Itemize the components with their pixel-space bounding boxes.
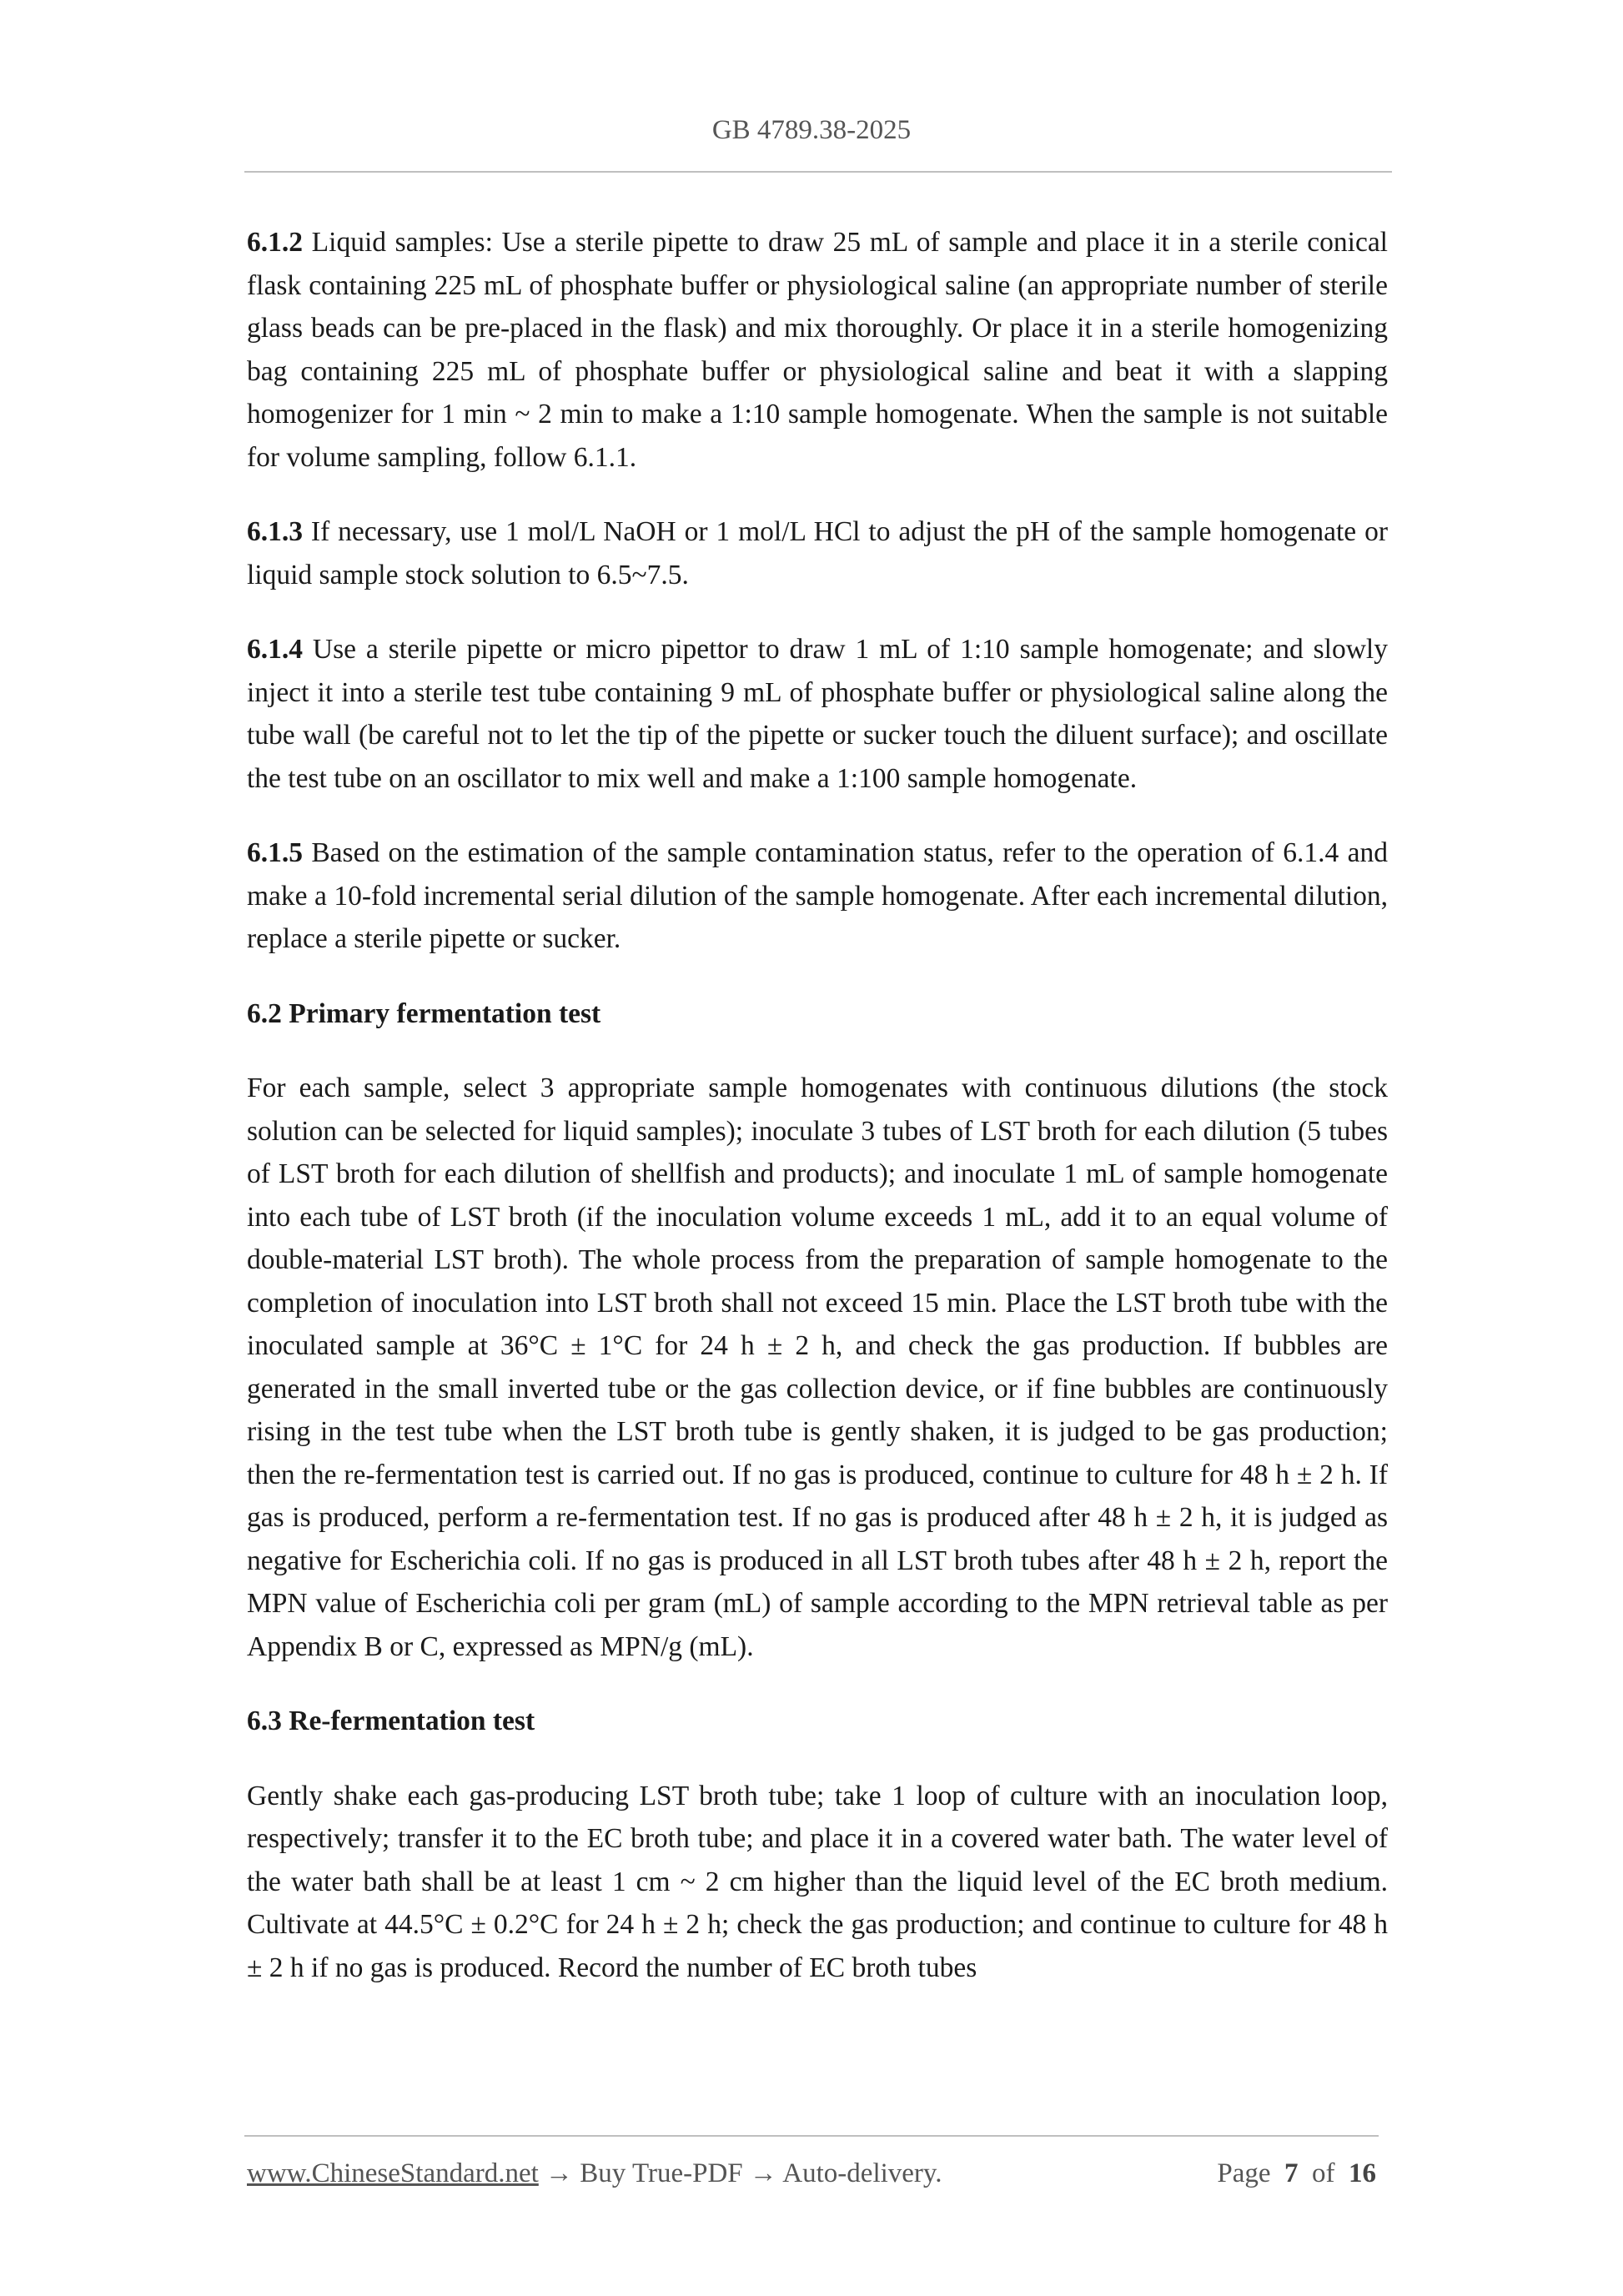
page-indicator <box>1217 2158 1376 2189</box>
footer-tagline: → Buy True-PDF → Auto-delivery. <box>538 2158 942 2188</box>
total-page-number: 16 <box>1349 2158 1376 2188</box>
paragraph-6-1-3 <box>247 510 1388 596</box>
paragraph-6-2: For each sample, select 3 appropriate sample homogenates with continuous dilutions (the stock solution can be selected for liquid samples); inoculate 3 tubes of LST broth for each dilution (5 tubes of LST broth for each dilution of shellfish and products); and inoculate 1 mL of sample homogenate into each tube of LST broth (if the inoculation volume exceeds 1 mL, add it to an equal volume of double-material LST broth). The whole process from the preparation of sample homogenate to the completion of inoculation into LST broth shall not exceed 15 min. Place the LST broth tube with the inoculated sample at 36°C ± 1°C for 24 h ± 2 h, and check the gas production. If bubbles are generated in the small inverted tube or the gas collection device, or if fine bubbles are continuously rising in the test tube when the LST broth tube is gently shaken, it is judged to be gas production; then the re-fermentation test is carried out. If no gas is produced, continue to culture for 48 h ± 2 h. If gas is produced, perform a re-fermentation test. If no gas is produced after 48 h ± 2 h, it is judged as negative for Escherichia coli. If no gas is produced in all LST broth tubes after 48 h ± 2 h, report the MPN value of Escherichia coli per gram (mL) of sample according to the MPN retrieval table as per Appendix B or C, expressed as MPN/g (mL). <box>247 1073 1388 1662</box>
page-footer <box>247 2158 1381 2189</box>
clause-text: If necessary, use 1 mol/L NaOH or 1 mol/L HCl to adjust the pH of the sample homogenate or liquid sample stock solution to 6.5~7.5. <box>247 516 1388 590</box>
current-page-number: 7 <box>1284 2158 1299 2188</box>
paragraph-6-3: Gently shake each gas-producing LST broth tube; take 1 loop of culture with an inoculation loop, respectively; transfer it to the EC broth tube; and place it in a covered water bath. The water level of the water bath shall be at least 1 cm ~ 2 cm higher than the liquid level of the EC broth medium. Cultivate at 44.5°C ± 0.2°C for 24 h ± 2 h; check the gas production; and continue to culture for 48 h ± 2 h if no gas is produced. Record the number of EC broth tubes <box>247 1780 1388 1983</box>
clause-text: Liquid samples: Use a sterile pipette to draw 25 mL of sample and place it in a sterile conical flask containing 225 mL of phosphate buffer or physiological saline (an appropriate number of sterile glass beads can be pre-placed in the flask) and mix thoroughly. Or place it in a sterile homogenizing bag containing 225 mL of phosphate buffer or physiological saline and beat it with a slapping homogenizer for 1 min ~ 2 min to make a 1:10 sample homogenate. When the sample is not suitable for volume sampling, follow 6.1.1. <box>247 227 1388 473</box>
section-heading-6-3: 6.3 Re-fermentation test <box>247 1706 535 1736</box>
footer-divider <box>244 2135 1379 2137</box>
page-of-label: of <box>1312 2158 1335 2188</box>
clause-number: 6.1.5 <box>247 837 303 868</box>
paragraph-6-1-5 <box>247 831 1388 961</box>
page-label: Page <box>1217 2158 1271 2188</box>
clause-number: 6.1.4 <box>247 634 303 665</box>
clause-text: Use a sterile pipette or micro pipettor to draw 1 mL of 1:10 sample homogenate; and slowly inject it into a sterile test tube containing 9 mL of phosphate buffer or physiological saline along the tube wall (be careful not to let the tip of the pipette or sucker touch the diluent surface); and oscillate the test tube on an oscillator to mix well and make a 1:100 sample homogenate. <box>247 634 1388 794</box>
clause-number: 6.1.2 <box>247 227 303 258</box>
document-body <box>247 221 1388 2021</box>
header-divider <box>244 171 1392 173</box>
paragraph-6-1-4 <box>247 628 1388 800</box>
page-header-title: GB 4789.38-2025 <box>711 115 912 145</box>
website-link[interactable]: www.ChineseStandard.net <box>247 2158 539 2188</box>
section-heading-6-2: 6.2 Primary fermentation test <box>247 997 601 1029</box>
paragraph-6-1-2 <box>247 221 1388 479</box>
clause-text: Based on the estimation of the sample contamination status, refer to the operation of 6.1.4 and make a 10-fold incremental serial dilution of the sample homogenate. After each incremental dilution, replace a sterile pipette or sucker. <box>247 837 1388 954</box>
clause-number: 6.1.3 <box>247 516 303 547</box>
